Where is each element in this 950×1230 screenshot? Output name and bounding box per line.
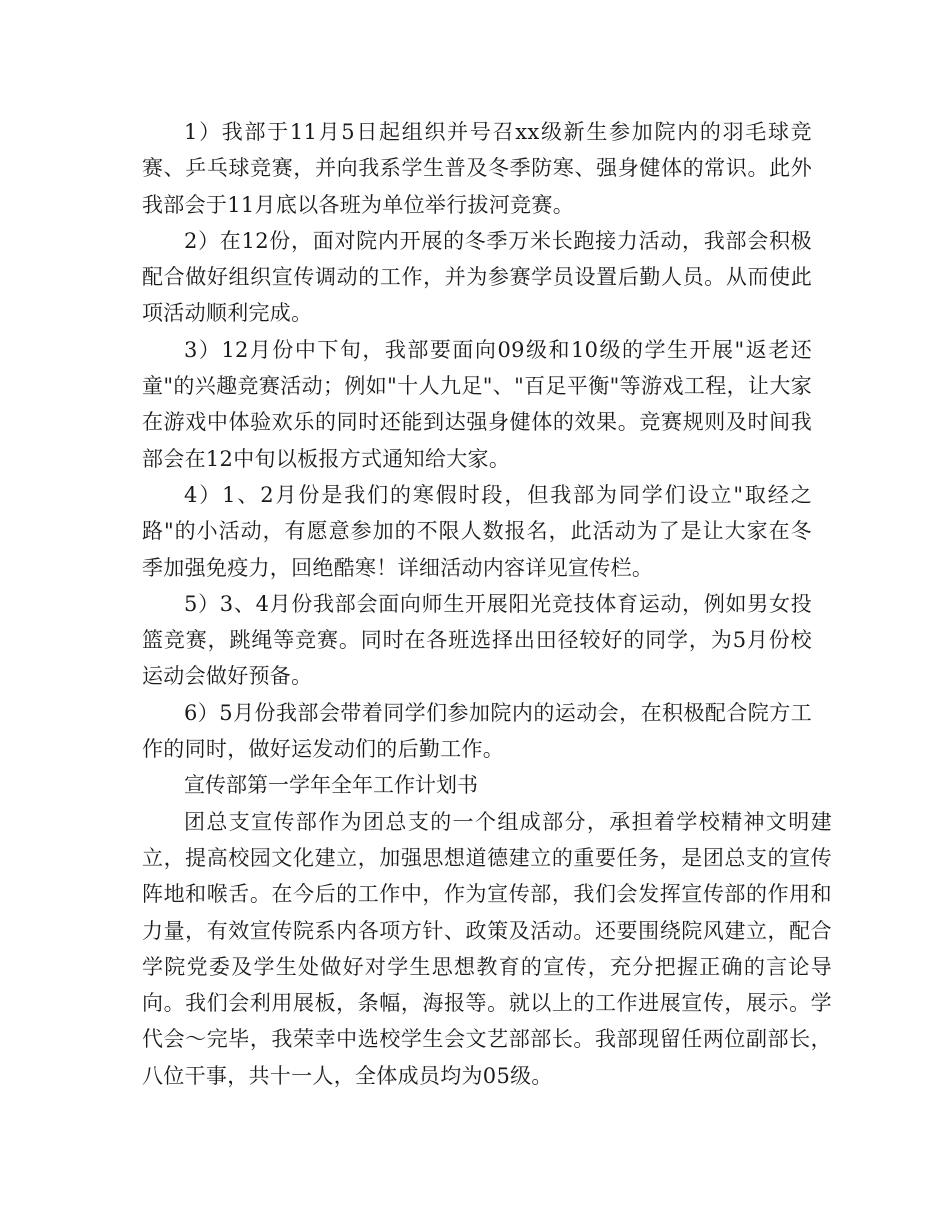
section-body: 团总支宣传部作为团总支的一个组成部分，承担着学校精神文明建立，提高校园文化建立，加强思想道德建立的重要任务，是团总支的宣传阵地和喉舌。在今后的工作中，作为宣传部，我们会发挥宣传部的作用和力量，有效宣传院系内各项方针、政策及活动。还要围绕院风建立，配合学院党委及学生处做好对学生思想教育的宣传，充分把握正确的言论导向。我们会利用展板，条幅，海报等。就以上的工作进展宣传，展示。学代会～完毕，我荣幸中选校学生会文艺部部长。我部现留任两位副部长，八位干事，共十一人，全体成员均为05级。	[142, 809, 832, 1088]
plan-item-4: 4）1、2月份是我们的寒假时段，但我部为同学们设立"取经之路"的小活动，有愿意参加的不限人数报名，此活动为了是让大家在冬季加强免疫力，回绝酷寒！详细活动内容详见宣传栏。	[142, 482, 812, 580]
plan-item-6: 6）5月份我部会带着同学们参加院内的运动会，在积极配合院方工作的同时，做好运发动们的后勤工作。	[142, 700, 812, 762]
plan-item-2: 2）在12份，面对院内开展的冬季万米长跑接力活动，我部会积极配合做好组织宣传调动的工作，并为参赛学员设置后勤人员。从而使此项活动顺利完成。	[142, 228, 812, 326]
document-body	[142, 114, 832, 1094]
section-heading: 宣传部第一学年全年工作计划书	[184, 773, 478, 798]
plan-item-1: 1）我部于11月5日起组织并号召xx级新生参加院内的羽毛球竞赛、乒乓球竞赛，并向我系学生普及冬季防寒、强身健体的常识。此外我部会于11月底以各班为单位举行拔河竞赛。	[142, 120, 812, 217]
plan-item-5: 5）3、4月份我部会面向师生开展阳光竞技体育运动，例如男女投篮竞赛，跳绳等竞赛。同时在各班选择出田径较好的同学，为5月份校运动会做好预备。	[142, 591, 812, 689]
plan-item-3: 3）12月份中下旬，我部要面向09级和10级的学生开展"返老还童"的兴趣竞赛活动；例如"十人九足"、"百足平衡"等游戏工程，让大家在游戏中体验欢乐的同时还能到达强身健体的效果。竞赛规则及时间我部会在12中旬以板报方式通知给大家。	[142, 337, 812, 471]
